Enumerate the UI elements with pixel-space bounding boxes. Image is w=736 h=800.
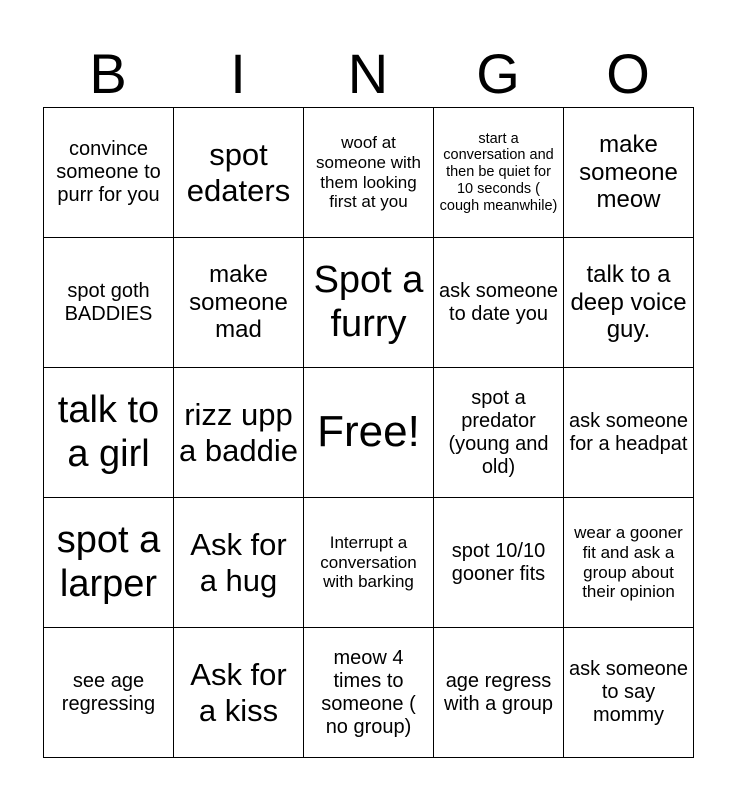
- bingo-cell[interactable]: spot goth BADDIES: [44, 238, 174, 368]
- bingo-cell[interactable]: talk to a girl: [44, 368, 174, 498]
- bingo-cell[interactable]: ask someone to say mommy: [564, 628, 694, 758]
- bingo-cell[interactable]: talk to a deep voice guy.: [564, 238, 694, 368]
- bingo-cell[interactable]: spot edaters: [174, 108, 304, 238]
- bingo-cell[interactable]: see age regressing: [44, 628, 174, 758]
- board-row-5: [44, 628, 694, 758]
- bingo-cell[interactable]: ask someone for a headpat: [564, 368, 694, 498]
- bingo-cell[interactable]: ask someone to date you: [434, 238, 564, 368]
- board-row-4: [44, 498, 694, 628]
- bingo-cell[interactable]: make someone mad: [174, 238, 304, 368]
- bingo-board: [43, 107, 694, 758]
- board-row-1: [44, 108, 694, 238]
- bingo-cell[interactable]: convince someone to purr for you: [44, 108, 174, 238]
- bingo-cell[interactable]: Spot a furry: [304, 238, 434, 368]
- bingo-header: [43, 40, 693, 108]
- bingo-cell[interactable]: Ask for a kiss: [174, 628, 304, 758]
- free-cell[interactable]: Free!: [304, 368, 434, 498]
- board-row-2: [44, 238, 694, 368]
- board-row-3: [44, 368, 694, 498]
- bingo-cell[interactable]: rizz upp a baddie: [174, 368, 304, 498]
- header-letter-n: N: [347, 42, 389, 105]
- bingo-cell[interactable]: spot a larper: [44, 498, 174, 628]
- bingo-cell[interactable]: make someone meow: [564, 108, 694, 238]
- bingo-cell[interactable]: meow 4 times to someone ( no group): [304, 628, 434, 758]
- bingo-cell[interactable]: age regress with a group: [434, 628, 564, 758]
- bingo-cell[interactable]: wear a gooner fit and ask a group about their opinion: [564, 498, 694, 628]
- bingo-cell[interactable]: spot a predator (young and old): [434, 368, 564, 498]
- header-letter-i: I: [230, 42, 246, 105]
- bingo-cell[interactable]: spot 10/10 gooner fits: [434, 498, 564, 628]
- header-letter-o: O: [606, 42, 650, 105]
- header-letter-g: G: [476, 42, 520, 105]
- bingo-cell[interactable]: woof at someone with them looking first at you: [304, 108, 434, 238]
- bingo-cell[interactable]: Ask for a hug: [174, 498, 304, 628]
- bingo-cell[interactable]: start a conversation and then be quiet for 10 seconds ( cough meanwhile): [434, 108, 564, 238]
- bingo-cell[interactable]: Interrupt a conversation with barking: [304, 498, 434, 628]
- header-letter-b: B: [89, 42, 127, 105]
